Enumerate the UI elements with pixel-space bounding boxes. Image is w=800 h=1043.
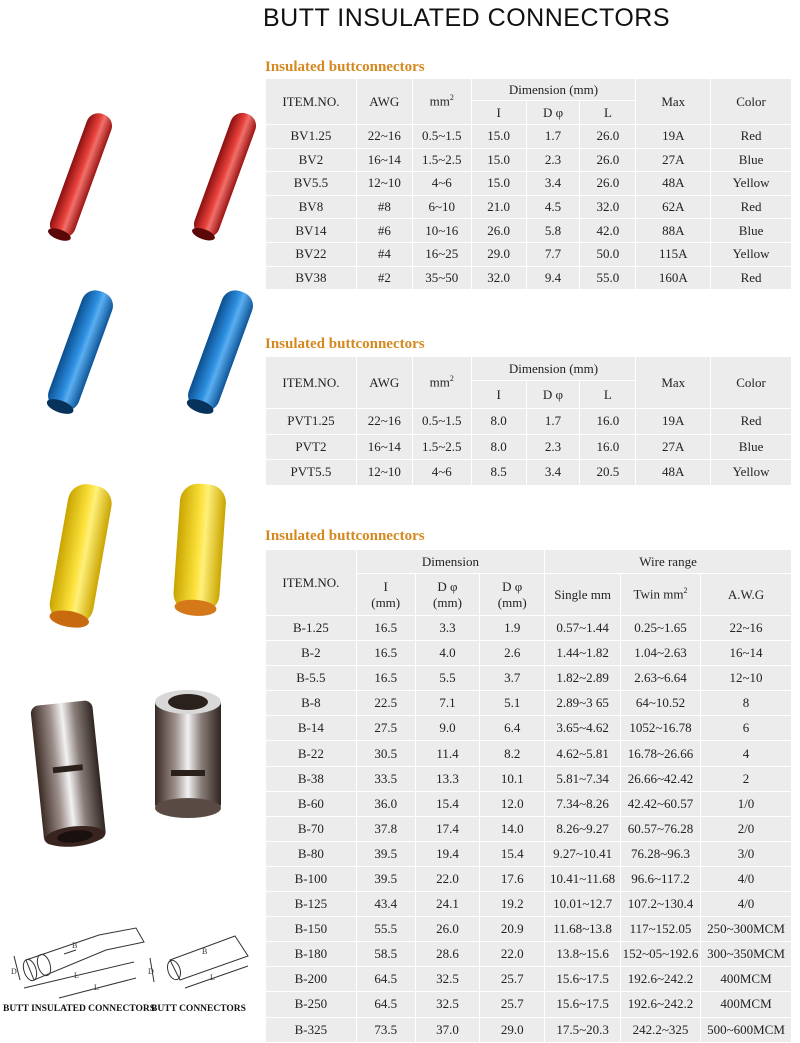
table-cell: 192.6~242.2 [621,992,701,1017]
header-twin-mm2: Twin $mm^2$ [621,574,701,616]
table-cell: #6 [356,219,412,243]
table-row [266,666,792,691]
table-cell: 42.0 [580,219,636,243]
table-cell: 32.5 [415,967,480,992]
table-cell: 39.5 [356,866,415,891]
table-cell: 152~05~192.6 [621,942,701,967]
table-cell: 3.65~4.62 [545,716,621,741]
table-cell: B-22 [266,741,357,766]
table-row [266,892,792,917]
table-cell: 17.4 [415,816,480,841]
table-cell: B-80 [266,841,357,866]
table-cell: BV5.5 [266,172,357,196]
table-cell: 8 [701,691,792,716]
table-cell: 3.4 [526,172,580,196]
table-cell: 6~10 [412,195,471,219]
table-cell: 3.4 [526,460,580,486]
table-cell: 64~10.52 [621,691,701,716]
drawing-label-d2: D [148,967,154,976]
butt-connector-drawing [140,918,260,998]
table-cell: 16.5 [356,616,415,641]
table-cell: 4.0 [415,641,480,666]
header-l: L [580,101,636,125]
table-cell: 26.0 [580,125,636,149]
table-cell: B-200 [266,967,357,992]
table-cell: 16.5 [356,641,415,666]
table-cell: 25.7 [480,967,545,992]
table-cell: 1.82~2.89 [545,666,621,691]
table-cell: 22.0 [415,866,480,891]
table-cell: 2/0 [701,816,792,841]
header-d: D φ [526,101,580,125]
table-cell: 10~16 [412,219,471,243]
table-row [266,219,792,243]
table-cell: 22~16 [356,409,412,435]
table-cell: 21.0 [471,195,526,219]
header-i: I [471,381,526,409]
table-cell: 36.0 [356,791,415,816]
table-cell: 48A [636,172,711,196]
table-cell: 1.5~2.5 [412,148,471,172]
table-cell: B-8 [266,691,357,716]
table-cell: 192.6~242.2 [621,967,701,992]
table-cell: 15.4 [480,841,545,866]
butt-insulated-connector-drawing [4,910,154,1000]
header-max: Max [636,79,711,125]
table-cell: 115A [636,242,711,266]
drawing-label-d: D [11,967,17,976]
header-awg: AWG [356,79,412,125]
table-cell: 37.8 [356,816,415,841]
table-cell: 32.0 [580,195,636,219]
table-row [266,691,792,716]
header-item-no: ITEM.NO. [266,79,357,125]
table-cell: B-250 [266,992,357,1017]
table-cell: 26.0 [415,917,480,942]
table-cell: #4 [356,242,412,266]
header-awg: AWG [356,357,412,409]
table-cell: 12.0 [480,791,545,816]
table-row [266,716,792,741]
table-cell: BV2 [266,148,357,172]
table-cell: 2 [701,766,792,791]
table-cell: 16.78~26.66 [621,741,701,766]
table-cell: 32.5 [415,992,480,1017]
table-cell: 10.1 [480,766,545,791]
table-cell: 19A [636,125,711,149]
table-cell: 10.41~11.68 [545,866,621,891]
table-pvt [265,356,792,486]
table-cell: 73.5 [356,1017,415,1042]
table-cell: 26.0 [580,172,636,196]
table-cell: 27A [636,434,711,460]
table-cell: 7.34~8.26 [545,791,621,816]
table-cell: 2.3 [526,434,580,460]
table-cell: 22~16 [701,616,792,641]
table-cell: 16.0 [580,434,636,460]
table-row [266,967,792,992]
table-cell: 58.5 [356,942,415,967]
table-cell: 11.68~13.8 [545,917,621,942]
table-cell: B-150 [266,917,357,942]
table-cell: 39.5 [356,841,415,866]
table-cell: B-325 [266,1017,357,1042]
table-row [266,992,792,1017]
table-cell: Red [711,266,792,290]
table-cell: 1.9 [480,616,545,641]
table-cell: Blue [711,148,792,172]
table-cell: 13.3 [415,766,480,791]
table-cell: BV1.25 [266,125,357,149]
table-cell: 4 [701,741,792,766]
table-cell: 7.7 [526,242,580,266]
table-row [266,195,792,219]
table-cell: 5.81~7.34 [545,766,621,791]
table-cell: 300~350MCM [701,942,792,967]
table-cell: 26.0 [580,148,636,172]
table-cell: 15.6~17.5 [545,992,621,1017]
caption-butt-connectors: BUTT CONNECTORS [151,1004,246,1014]
table-cell: 1.7 [526,409,580,435]
table-b [265,549,792,1043]
drawing-label-b2: B [202,947,208,956]
table-cell: 7.1 [415,691,480,716]
table-cell: B-70 [266,816,357,841]
table-cell: 16~14 [356,434,412,460]
table-cell: 11.4 [415,741,480,766]
table-cell: 19.2 [480,892,545,917]
header-d1: D φ (mm) [415,574,480,616]
table-cell: Red [711,195,792,219]
table-cell: 0.57~1.44 [545,616,621,641]
header-i: I [471,101,526,125]
table-cell: 60.57~76.28 [621,816,701,841]
table-cell: 4/0 [701,866,792,891]
header-max: Max [636,357,711,409]
table-row [266,616,792,641]
table-cell: 12~10 [701,666,792,691]
table-row [266,741,792,766]
table-row [266,942,792,967]
section-heading-1: Insulated buttconnectors [265,59,425,75]
table-row [266,841,792,866]
table-cell: 12~10 [356,172,412,196]
red-butt-connector-icon [40,100,280,250]
table-row [266,242,792,266]
table-cell: 20.9 [480,917,545,942]
table-cell: 5.5 [415,666,480,691]
table-cell: 76.28~96.3 [621,841,701,866]
table-cell: 242.2~325 [621,1017,701,1042]
table-cell: 25.7 [480,992,545,1017]
yellow-butt-connector-icon [40,478,280,638]
table-row [266,266,792,290]
table-cell: B-38 [266,766,357,791]
page-title: BUTT INSULATED CONNECTORS [263,4,670,32]
table-cell: Blue [711,219,792,243]
table-cell: 8.0 [471,434,526,460]
caption-butt-insulated: BUTT INSULATED CONNECTORS [3,1004,156,1014]
table-cell: 0.25~1.65 [621,616,701,641]
header-dimension: Dimension [356,550,544,574]
table-row [266,766,792,791]
table-cell: 3/0 [701,841,792,866]
table-cell: PVT1.25 [266,409,357,435]
table-cell: 29.0 [480,1017,545,1042]
table-cell: 2.63~6.64 [621,666,701,691]
table-cell: 19.4 [415,841,480,866]
table-row [266,791,792,816]
table-cell: 32.0 [471,266,526,290]
table-cell: 13.8~15.6 [545,942,621,967]
table-bv [265,78,792,290]
table-cell: 15.0 [471,148,526,172]
table-cell: 26.0 [471,219,526,243]
table-cell: #2 [356,266,412,290]
table-cell: 17.6 [480,866,545,891]
header-awg: A.W.G [701,574,792,616]
table-cell: 15.0 [471,172,526,196]
table-cell: 1.5~2.5 [412,434,471,460]
table-cell: 2.6 [480,641,545,666]
table-cell: Red [711,409,792,435]
drawing-label-b: B [72,941,78,950]
table-cell: 17.5~20.3 [545,1017,621,1042]
table-cell: 48A [636,460,711,486]
table-row [266,125,792,149]
table-cell: 0.5~1.5 [412,409,471,435]
table-cell: 250~300MCM [701,917,792,942]
table-cell: 4.62~5.81 [545,741,621,766]
table-row [266,917,792,942]
table-cell: 22~16 [356,125,412,149]
table-cell: B-60 [266,791,357,816]
table-cell: 117~152.05 [621,917,701,942]
table-cell: B-1.25 [266,616,357,641]
table-cell: 20.5 [580,460,636,486]
table-cell: 2.3 [526,148,580,172]
drawing-label-l3: L [210,973,215,982]
table-cell: 8.26~9.27 [545,816,621,841]
table-cell: Yellow [711,242,792,266]
table-cell: 8.5 [471,460,526,486]
table-cell: 64.5 [356,992,415,1017]
table-cell: 8.2 [480,741,545,766]
table-cell: 42.42~60.57 [621,791,701,816]
table-cell: B-5.5 [266,666,357,691]
table-row [266,460,792,486]
table-cell: 15.6~17.5 [545,967,621,992]
table-cell: 27.5 [356,716,415,741]
blue-butt-connector-icon [40,282,280,422]
table-cell: 10.01~12.7 [545,892,621,917]
table-cell: 1.44~1.82 [545,641,621,666]
table-cell: PVT2 [266,434,357,460]
table-cell: 55.0 [580,266,636,290]
table-cell: 26.66~42.42 [621,766,701,791]
table-cell: 400MCM [701,967,792,992]
metal-butt-connector-icon [25,690,265,850]
table-row [266,866,792,891]
table-cell: 27A [636,148,711,172]
table-cell: 12~10 [356,460,412,486]
table-cell: 64.5 [356,967,415,992]
header-color: Color [711,357,792,409]
table-cell: 6.4 [480,716,545,741]
table-cell: 4~6 [412,460,471,486]
table-cell: 9.0 [415,716,480,741]
table-row [266,816,792,841]
table-cell: 6 [701,716,792,741]
table-cell: Yellow [711,172,792,196]
table-cell: B-180 [266,942,357,967]
table-cell: 0.5~1.5 [412,125,471,149]
header-l: L [580,381,636,409]
table-row [266,172,792,196]
table-cell: 16~25 [412,242,471,266]
table-cell: 29.0 [471,242,526,266]
header-d: D φ [526,381,580,409]
table-cell: B-14 [266,716,357,741]
table-cell: 35~50 [412,266,471,290]
table-row [266,1017,792,1042]
table-cell: Red [711,125,792,149]
table-cell: 62A [636,195,711,219]
table-cell: 22.5 [356,691,415,716]
table-row [266,409,792,435]
table-cell: 1052~16.78 [621,716,701,741]
header-dimension: Dimension (mm) [471,79,636,101]
table-cell: 4~6 [412,172,471,196]
header-wire-range: Wire range [545,550,792,574]
table-cell: 96.6~117.2 [621,866,701,891]
table-cell: 22.0 [480,942,545,967]
table-cell: 400MCM [701,992,792,1017]
section-heading-2: Insulated buttconnectors [265,336,425,352]
table-cell: 16.0 [580,409,636,435]
table-cell: B-100 [266,866,357,891]
table-cell: BV8 [266,195,357,219]
table-cell: 88A [636,219,711,243]
table-cell: 19A [636,409,711,435]
drawing-label-l: L [74,971,79,980]
table-cell: 3.3 [415,616,480,641]
table-cell: 1/0 [701,791,792,816]
table-cell: 50.0 [580,242,636,266]
header-d2: D φ (mm) [480,574,545,616]
table-cell: PVT5.5 [266,460,357,486]
table-row [266,148,792,172]
table-cell: 28.6 [415,942,480,967]
header-mm2: $mm^2$ [412,79,471,125]
table-cell: Blue [711,434,792,460]
table-cell: 1.7 [526,125,580,149]
table-cell: 2.89~3 65 [545,691,621,716]
table-cell: 9.4 [526,266,580,290]
table-cell: 33.5 [356,766,415,791]
table-cell: 15.4 [415,791,480,816]
table-cell: #8 [356,195,412,219]
header-i: I (mm) [356,574,415,616]
table-cell: 4/0 [701,892,792,917]
table-cell: 55.5 [356,917,415,942]
table-cell: 43.4 [356,892,415,917]
table-row [266,641,792,666]
table-cell: 5.1 [480,691,545,716]
table-cell: 3.7 [480,666,545,691]
table-cell: B-125 [266,892,357,917]
table-cell: 24.1 [415,892,480,917]
table-cell: 1.04~2.63 [621,641,701,666]
table-cell: Yellow [711,460,792,486]
table-cell: 16~14 [356,148,412,172]
table-row [266,434,792,460]
header-item-no: ITEM.NO. [266,550,357,616]
table-cell: BV38 [266,266,357,290]
table-cell: BV22 [266,242,357,266]
table-cell: 160A [636,266,711,290]
table-cell: 8.0 [471,409,526,435]
section-heading-3: Insulated buttconnectors [265,528,425,544]
table-cell: 500~600MCM [701,1017,792,1042]
header-item-no: ITEM.NO. [266,357,357,409]
header-color: Color [711,79,792,125]
header-mm2: $mm^2$ [412,357,471,409]
header-dimension: Dimension (mm) [471,357,636,381]
table-cell: 15.0 [471,125,526,149]
table-cell: 9.27~10.41 [545,841,621,866]
table-cell: 37.0 [415,1017,480,1042]
table-cell: 30.5 [356,741,415,766]
table-cell: 107.2~130.4 [621,892,701,917]
table-cell: 5.8 [526,219,580,243]
header-single-mm: Single mm [545,574,621,616]
table-cell: B-2 [266,641,357,666]
table-cell: BV14 [266,219,357,243]
drawing-label-l2: L [94,983,99,992]
table-cell: 4.5 [526,195,580,219]
table-cell: 16.5 [356,666,415,691]
table-cell: 16~14 [701,641,792,666]
table-cell: 14.0 [480,816,545,841]
